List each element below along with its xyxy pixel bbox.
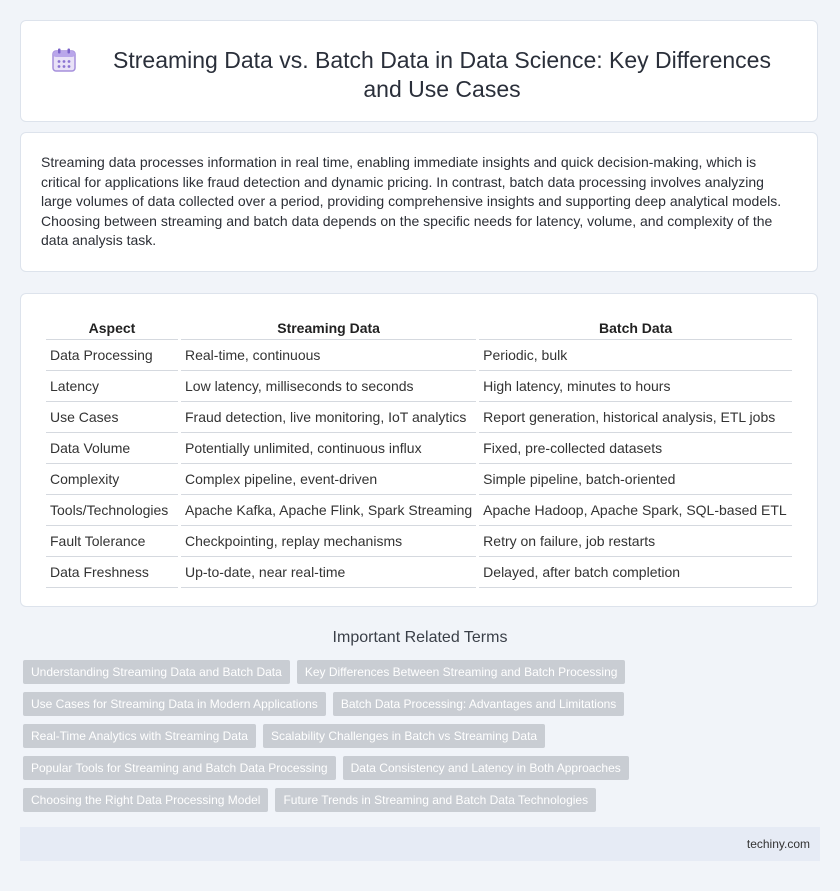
calendar-icon bbox=[51, 47, 77, 73]
related-tag[interactable]: Use Cases for Streaming Data in Modern Applications bbox=[23, 692, 326, 716]
table-header-row bbox=[46, 314, 792, 340]
footer-site: techiny.com bbox=[746, 837, 810, 851]
table-row bbox=[46, 495, 792, 526]
table-row bbox=[46, 340, 792, 371]
table-row bbox=[46, 557, 792, 588]
table-row bbox=[46, 433, 792, 464]
related-tag[interactable]: Future Trends in Streaming and Batch Data Technologies bbox=[275, 788, 596, 812]
header-streaming: Streaming Data bbox=[181, 314, 476, 340]
title-wrap bbox=[21, 21, 817, 104]
title-card bbox=[20, 20, 818, 122]
header-batch: Batch Data bbox=[479, 314, 792, 340]
table-cell: Tools/Technologies bbox=[46, 495, 178, 526]
table-cell: Fixed, pre-collected datasets bbox=[479, 433, 792, 464]
table-cell: Simple pipeline, batch-oriented bbox=[479, 464, 792, 495]
table-cell: Use Cases bbox=[46, 402, 178, 433]
table-row bbox=[46, 464, 792, 495]
related-tag[interactable]: Key Differences Between Streaming and Batch Processing bbox=[297, 660, 626, 684]
table-cell: Low latency, milliseconds to seconds bbox=[181, 371, 476, 402]
comparison-table bbox=[43, 314, 795, 588]
related-terms-title: Important Related Terms bbox=[332, 629, 508, 646]
table-row bbox=[46, 402, 792, 433]
table-cell: High latency, minutes to hours bbox=[479, 371, 792, 402]
related-tag[interactable]: Scalability Challenges in Batch vs Streaming Data bbox=[263, 724, 545, 748]
related-tag[interactable]: Batch Data Processing: Advantages and Limitations bbox=[333, 692, 625, 716]
table-cell: Latency bbox=[46, 371, 178, 402]
table-cell: Retry on failure, job restarts bbox=[479, 526, 792, 557]
table-row bbox=[46, 371, 792, 402]
header-aspect: Aspect bbox=[46, 314, 178, 340]
table-cell: Real-time, continuous bbox=[181, 340, 476, 371]
table-row bbox=[46, 526, 792, 557]
related-tag[interactable]: Real-Time Analytics with Streaming Data bbox=[23, 724, 256, 748]
table-cell: Report generation, historical analysis, ETL jobs bbox=[479, 402, 792, 433]
table-cell: Data Processing bbox=[46, 340, 178, 371]
table-cell: Checkpointing, replay mechanisms bbox=[181, 526, 476, 557]
table-cell: Potentially unlimited, continuous influx bbox=[181, 433, 476, 464]
table-cell: Data Freshness bbox=[46, 557, 178, 588]
page-title: Streaming Data vs. Batch Data in Data Science: Key Differences and Use Cases bbox=[113, 47, 771, 102]
table-cell: Complex pipeline, event-driven bbox=[181, 464, 476, 495]
intro-card bbox=[20, 132, 818, 272]
table-cell: Delayed, after batch completion bbox=[479, 557, 792, 588]
related-tag[interactable]: Popular Tools for Streaming and Batch Data Processing bbox=[23, 756, 336, 780]
table-cell: Periodic, bulk bbox=[479, 340, 792, 371]
related-tag[interactable]: Understanding Streaming Data and Batch Data bbox=[23, 660, 290, 684]
intro-text: Streaming data processes information in real time, enabling immediate insights and quick decision-making, which is critical for applications like fraud detection and dynamic pricing. In contrast, batch data processing involves analyzing large volumes of data collected over a period, providing comprehensive insights and supporting deep analytical models. Choosing between streaming and batch data depends on the specific needs for latency, volume, and complexity of the data analysis task. bbox=[41, 154, 782, 248]
table-cell: Apache Kafka, Apache Flink, Spark Streaming bbox=[181, 495, 476, 526]
comparison-card bbox=[20, 293, 818, 607]
table-cell: Apache Hadoop, Apache Spark, SQL-based ETL bbox=[479, 495, 792, 526]
related-tags bbox=[23, 660, 633, 812]
table-cell: Data Volume bbox=[46, 433, 178, 464]
table-cell: Fault Tolerance bbox=[46, 526, 178, 557]
table-cell: Complexity bbox=[46, 464, 178, 495]
table-cell: Fraud detection, live monitoring, IoT analytics bbox=[181, 402, 476, 433]
table-cell: Up-to-date, near real-time bbox=[181, 557, 476, 588]
footer bbox=[20, 827, 820, 861]
related-tag[interactable]: Data Consistency and Latency in Both Approaches bbox=[343, 756, 629, 780]
related-tag[interactable]: Choosing the Right Data Processing Model bbox=[23, 788, 268, 812]
